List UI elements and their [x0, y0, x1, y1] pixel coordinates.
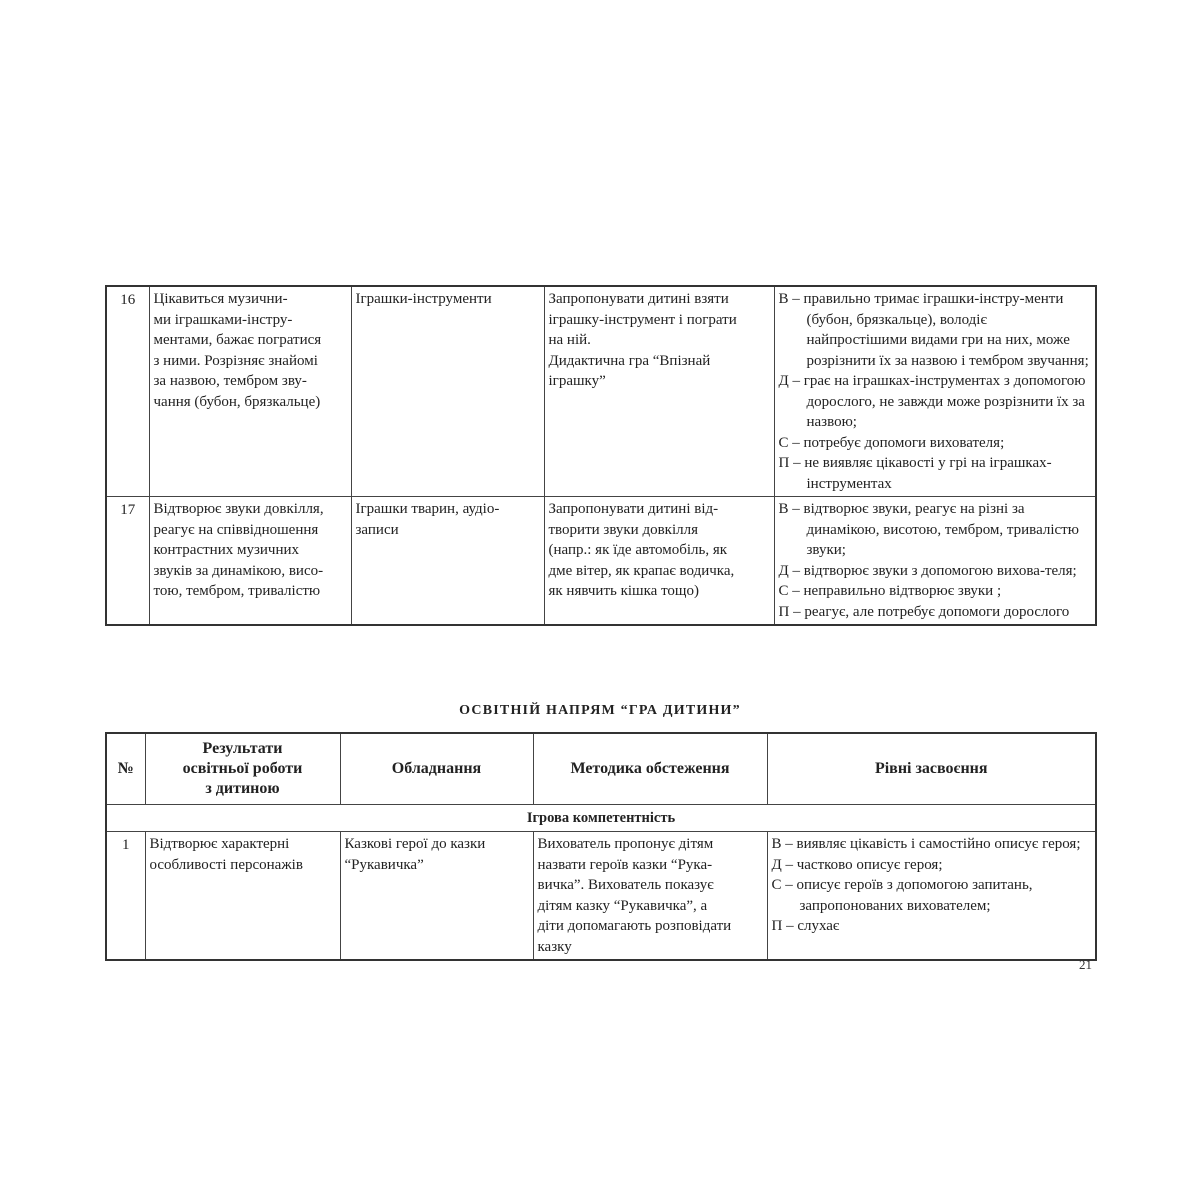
- header-equipment: Обладнання: [340, 733, 533, 805]
- table-row: [106, 497, 1096, 626]
- method-cell: Вихователь пропонує дітям назвати героїв казки “Рука- вичка”. Вихователь показує дітям казку “Рукавичка”, а діти допомагають розповідати казку: [533, 832, 767, 961]
- level-item: В – правильно тримає іграшки-інстру-менти (бубон, брязкальце), володіє найпростішими видами гри на них, може розрізнити їх за назвою і тембром звучання;: [778, 291, 1089, 369]
- result-cell: Цікавиться музични- ми іграшками-інстру- ментами, бажає погратися з ними. Розрізняє знайомі за назвою, тембром зву- чання (бубон, брязкальце): [149, 286, 351, 497]
- row-number: 16: [106, 286, 149, 497]
- level-item: П – слухає: [771, 918, 840, 934]
- levels-cell: [767, 832, 1096, 961]
- assessment-table-play: [105, 732, 1097, 961]
- table-row: [106, 832, 1096, 961]
- level-item: П – реагує, але потребує допомоги дорослого: [778, 603, 1070, 620]
- section-title: ОСВІТНІЙ НАПРЯМ “ГРА ДИТИНИ”: [459, 703, 741, 718]
- equipment-cell: Іграшки-інструменти: [351, 286, 544, 497]
- level-item: П – не виявляє цікавості у грі на іграшках-інструментах: [778, 455, 1052, 492]
- header-result: Результати освітньої роботи з дитиною: [145, 733, 340, 805]
- table-row: [106, 286, 1096, 497]
- subheader-cell: Ігрова компетентність: [106, 805, 1096, 832]
- table-header-row: [106, 733, 1096, 805]
- levels-cell: [774, 286, 1096, 497]
- level-item: Д – відтворює звуки з допомогою вихова-теля;: [778, 562, 1077, 579]
- method-cell: Запропонувати дитині взяти іграшку-інструмент і пограти на ній. Дидактична гра “Впізнай іграшку”: [544, 286, 774, 497]
- level-item: Д – частково описує героя;: [771, 856, 943, 873]
- header-num: №: [106, 733, 145, 805]
- row-number: 17: [106, 497, 149, 626]
- row-number: 1: [106, 832, 145, 961]
- equipment-cell: Казкові герої до казки “Рукавичка”: [340, 832, 533, 961]
- result-cell: Відтворює звуки довкілля, реагує на співвідношення контрастних музичних звуків за динамікою, висо- тою, тембром, тривалістю: [149, 497, 351, 626]
- method-cell: Запропонувати дитині від- творити звуки довкілля (напр.: як їде автомобіль, як дме вітер, як крапає водичка, як нявчить кішка тощо): [544, 497, 774, 626]
- level-item: В – відтворює звуки, реагує на різні за динамікою, висотою, тембром, тривалістю звуки;: [778, 501, 1079, 558]
- level-item: С – неправильно відтворює звуки ;: [778, 583, 1002, 599]
- level-item: В – виявляє цікавість і самостійно описує героя;: [771, 836, 1081, 852]
- header-levels: Рівні засвоєння: [767, 733, 1096, 805]
- level-item: С – описує героїв з допомогою запитань, запропонованих вихователем;: [771, 877, 1033, 914]
- levels-cell: [774, 497, 1096, 626]
- page-number: 21: [1079, 957, 1092, 972]
- assessment-table-music: [105, 285, 1097, 626]
- equipment-cell: Іграшки тварин, аудіо- записи: [351, 497, 544, 626]
- table-subheader-row: [106, 805, 1096, 832]
- level-item: Д – грає на іграшках-інструментах з допомогою дорослого, не завжди може розрізнити їх за назвою;: [778, 373, 1086, 430]
- level-item: С – потребує допомоги вихователя;: [778, 434, 1005, 451]
- result-cell: Відтворює характерні особливості персонажів: [145, 832, 340, 961]
- header-method: Методика обстеження: [533, 733, 767, 805]
